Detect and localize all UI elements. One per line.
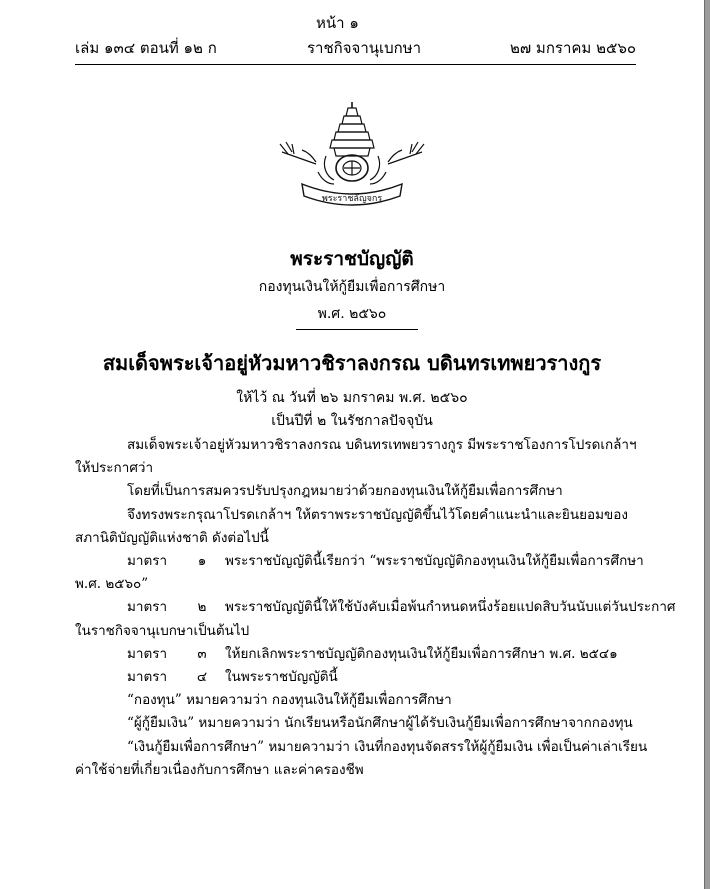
definition-fund: “กองทุน” หมายความว่า กองทุนเงินให้กู้ยืมเพื่อการศึกษา — [127, 692, 452, 709]
preamble-line: สภานิติบัญญัติแห่งชาติ ดังต่อไปนี้ — [75, 529, 269, 546]
act-heading: พระราชบัญญัติ — [290, 248, 414, 270]
publication-date: ๒๗ มกราคม ๒๕๖๐ — [510, 39, 636, 57]
volume-issue: เล่ม ๑๓๔ ตอนที่ ๑๒ ก — [75, 39, 217, 57]
act-year: พ.ศ. ๒๕๖๐ — [317, 306, 387, 322]
section-1: มาตรา ๑ พระราชบัญญัตินี้เรียกว่า “พระราชบัญญัติกองทุนเงินให้กู้ยืมเพื่อการศึกษา — [127, 553, 644, 570]
header-rule — [75, 64, 636, 65]
act-subject: กองทุนเงินให้กู้ยืมเพื่อการศึกษา — [258, 279, 446, 295]
act-body — [75, 434, 676, 782]
title-rule — [296, 329, 418, 330]
section-1-continuation: พ.ศ. ๒๕๖๐” — [75, 576, 149, 593]
gazette-name: ราชกิจจานุเบกษา — [307, 39, 422, 57]
given-date: ให้ไว้ ณ วันที่ ๒๖ มกราคม พ.ศ. ๒๕๖๐ — [236, 390, 468, 406]
preamble-line: สมเด็จพระเจ้าอยู่หัวมหาวชิราลงกรณ บดินทรเทพยวรางกูร มีพระราชโองการโปรดเกล้าฯ — [127, 437, 637, 453]
page-number: หน้า ๑ — [316, 14, 359, 32]
emblem-inscription: พระราชลัญจกร — [321, 194, 383, 204]
definition-student-loan-continuation: ค่าใช้จ่ายที่เกี่ยวเนื่องกับการศึกษา และค่าครองชีพ — [75, 761, 364, 778]
preamble-line: จึงทรงพระกรุณาโปรดเกล้าฯ ให้ตราพระราชบัญญัติขึ้นไว้โดยคำแนะนำและยินยอมของ — [127, 506, 628, 523]
king-name: สมเด็จพระเจ้าอยู่หัวมหาวชิราลงกรณ บดินทรเทพยวรางกูร — [102, 351, 602, 375]
royal-seal-emblem-icon — [272, 100, 432, 212]
section-2: มาตรา ๒ พระราชบัญญัตินี้ให้ใช้บังคับเมื่อพ้นกำหนดหนึ่งร้อยแปดสิบวันนับแต่วันประกาศ — [127, 599, 676, 616]
section-3: มาตรา ๓ ให้ยกเลิกพระราชบัญญัติกองทุนเงินให้กู้ยืมเพื่อการศึกษา พ.ศ. ๒๕๔๑ — [127, 645, 618, 662]
definition-borrower: “ผู้กู้ยืมเงิน” หมายความว่า นักเรียนหรือนักศึกษาผู้ได้รับเงินกู้ยืมเพื่อการศึกษาจากกองทุน — [127, 715, 633, 732]
section-4: มาตรา ๔ ในพระราชบัญญัตินี้ — [127, 669, 338, 686]
section-2-continuation: ในราชกิจจานุเบกษาเป็นต้นไป — [75, 622, 250, 639]
definition-student-loan: “เงินกู้ยืมเพื่อการศึกษา” หมายความว่า เงินที่กองทุนจัดสรรให้ผู้กู้ยืมเงิน เพื่อเป็นค่าเล่าเรียน — [127, 738, 648, 755]
preamble-line: ให้ประกาศว่า — [75, 460, 154, 477]
preamble-line: โดยที่เป็นการสมควรปรับปรุงกฎหมายว่าด้วยกองทุนเงินให้กู้ยืมเพื่อการศึกษา — [127, 483, 563, 500]
reign-year: เป็นปีที่ ๒ ในรัชกาลปัจจุบัน — [271, 413, 433, 429]
